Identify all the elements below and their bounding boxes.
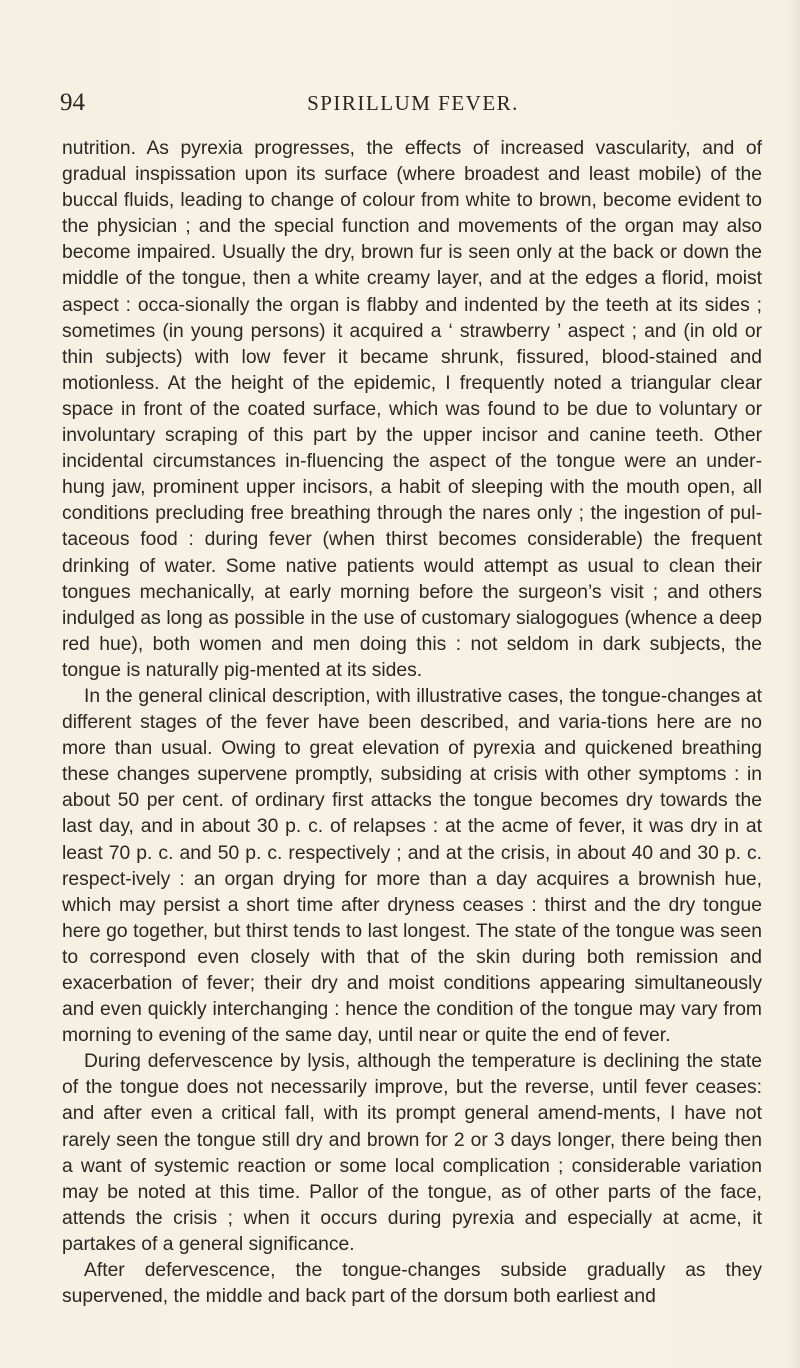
page-number: 94 xyxy=(60,89,85,116)
paragraph: After defervescence, the tongue-changes subside gradually as they supervened, the middle and back part of the dorsum both earliest and xyxy=(62,1260,762,1308)
page-header xyxy=(60,88,760,118)
paragraph: nutrition. As pyrexia progresses, the effects of increased vascularity, and of gradual inspissation upon its surface (where broadest and least mobile) of the buccal fluids, leading to change of colour from white to brown, become evident to the physician ; and the special function and movements of the organ may also become impaired. Usually the dry, brown fur is seen only at the back or down the middle of the tongue, then a white creamy layer, and at the edges a florid, moist aspect : occa-sionally the organ is flabby and indented by the teeth at its sides ; sometimes (in young persons) it acquired a ‘ strawberry ’ aspect ; and (in old or thin subjects) with low fever it became shrunk, fissured, blood-stained and motionless. At the height of the epidemic, I frequently noted a triangular clear space in front of the coated surface, which was found to be due to voluntary or involuntary scraping of this part by the upper incisor and canine teeth. Other incidental circumstances in-fluencing the aspect of the tongue were an under-hung jaw, prominent upper incisors, a habit of sleeping with the mouth open, all conditions precluding free breathing through the nares only ; the ingestion of pul-taceous food : during fever (when thirst becomes considerable) the frequent drinking of water. Some native patients would attempt as usual to clean their tongues mechanically, at early morning before the surgeon’s visit ; and others indulged as long as possible in the use of customary sialogogues (whence a deep red hue), both women and men doing this : not seldom in dark subjects, the tongue is naturally pig-mented at its sides. xyxy=(62,138,762,681)
running-title: SPIRILLUM FEVER. xyxy=(307,91,519,115)
paragraph: During defervescence by lysis, although the temperature is declining the state of the tongue does not necessarily improve, but the reverse, until fever ceases: and after even a critical fall, with its prompt general amend-ments, I have not rarely seen the tongue still dry and brown for 2 or 3 days longer, there being then a want of systemic reaction or some local complication ; considerable variation may be noted at this time. Pallor of the tongue, as of other parts of the face, attends the crisis ; when it occurs during pyrexia and especially at acme, it partakes of a general significance. xyxy=(62,1051,762,1255)
body-text xyxy=(62,136,762,1310)
paragraph: In the general clinical description, with illustrative cases, the tongue-changes at different stages of the fever have been described, and varia-tions here are no more than usual. Owing to great elevation of pyrexia and quickened breathing these changes supervene promptly, subsiding at crisis with other symptoms : in about 50 per cent. of ordinary first attacks the tongue becomes dry towards the last day, and in about 30 p. c. of relapses : at the acme of fever, it was dry in at least 70 p. c. and 50 p. c. respectively ; and at the crisis, in about 40 and 30 p. c. respect-ively : an organ drying for more than a day acquires a brownish hue, which may persist a short time after dryness ceases : thirst and the dry tongue here go together, but thirst tends to last longest. The state of the tongue was seen to correspond even closely with that of the skin during both remission and exacerbation of fever; their dry and moist conditions appearing simultaneously and even quickly interchanging : hence the condition of the tongue may vary from morning to evening of the same day, until near or quite the end of fever. xyxy=(62,685,762,1047)
page-edge-shadow xyxy=(786,0,800,1368)
